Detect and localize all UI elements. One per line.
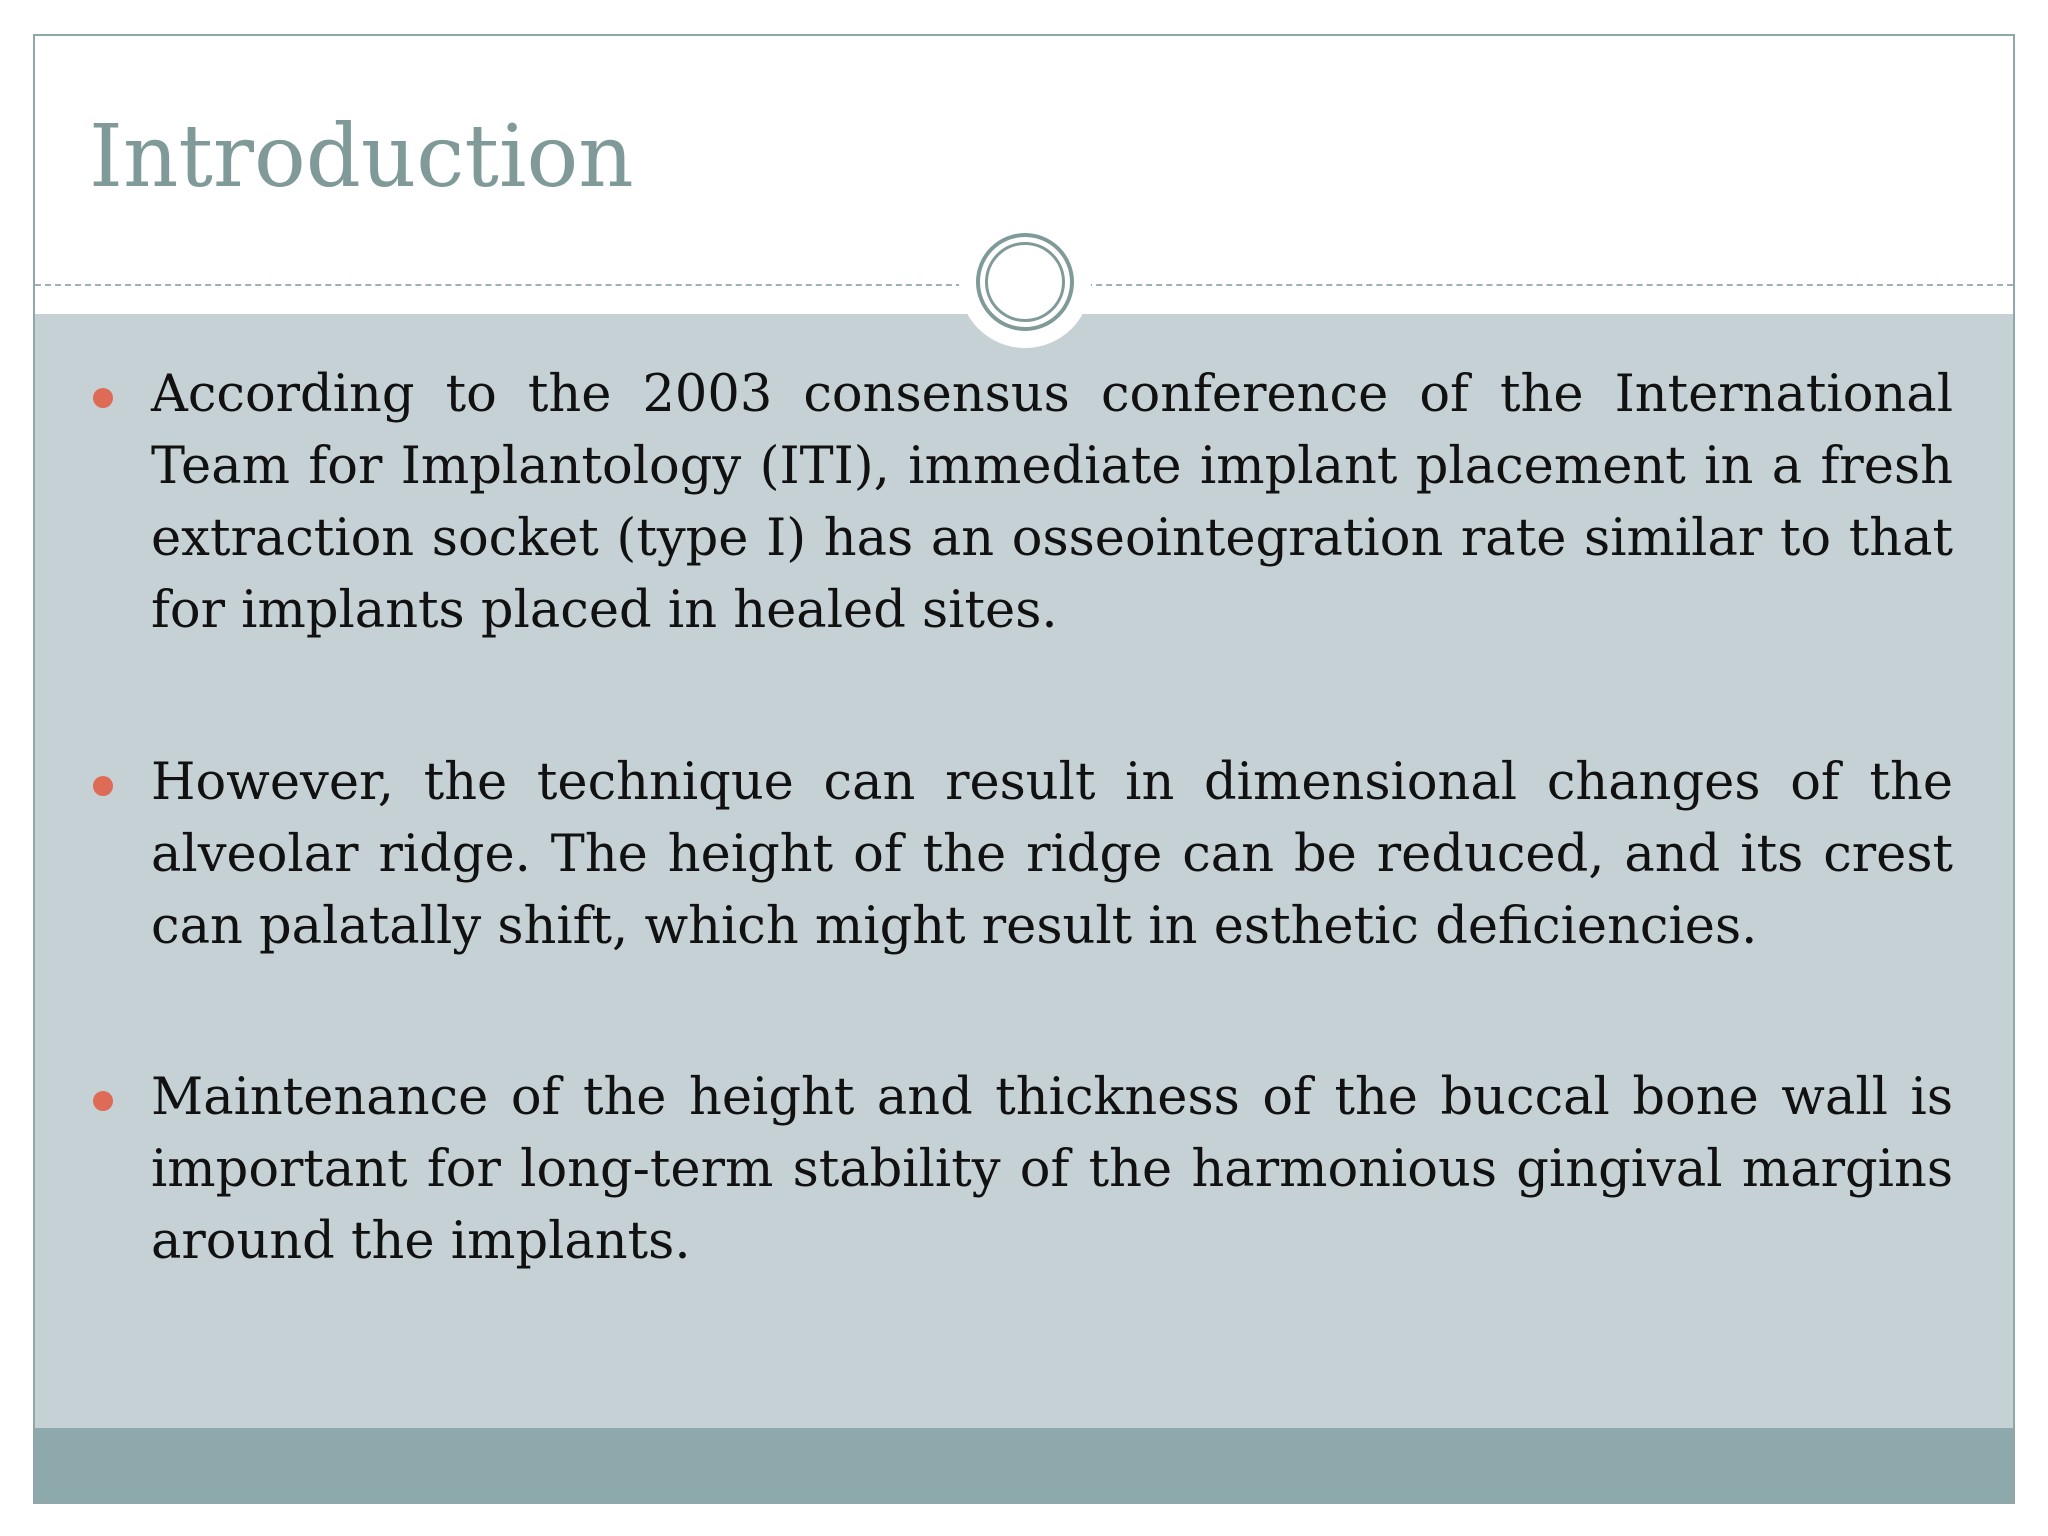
- bullet-dot-icon: [93, 776, 113, 796]
- bullet-text: However, the technique can result in dimensional changes of the alveolar ridge. The height of the ridge can be reduced, and its crest can palatally shift, which might result in esthetic deficiencies.: [151, 753, 1953, 956]
- footer-bar: [35, 1428, 2013, 1502]
- slide-title: Introduction: [89, 107, 634, 207]
- bullet-text: According to the 2003 consensus conference of the International Team for Implantology (ITI), immediate implant placement in a fresh extraction socket (type I) has an osseointegration rate similar to that for implants placed in healed sites.: [151, 365, 1953, 640]
- bullet-dot-icon: [93, 388, 113, 408]
- bullet-dot-icon: [93, 1091, 113, 1111]
- circle-ornament-icon: [976, 233, 1074, 331]
- circle-ornament-inner: [985, 242, 1065, 322]
- bullet-text: Maintenance of the height and thickness of the buccal bone wall is important for long-term stability of the harmonious gingival margins around the implants.: [151, 1068, 1953, 1271]
- slide: [33, 34, 2015, 1504]
